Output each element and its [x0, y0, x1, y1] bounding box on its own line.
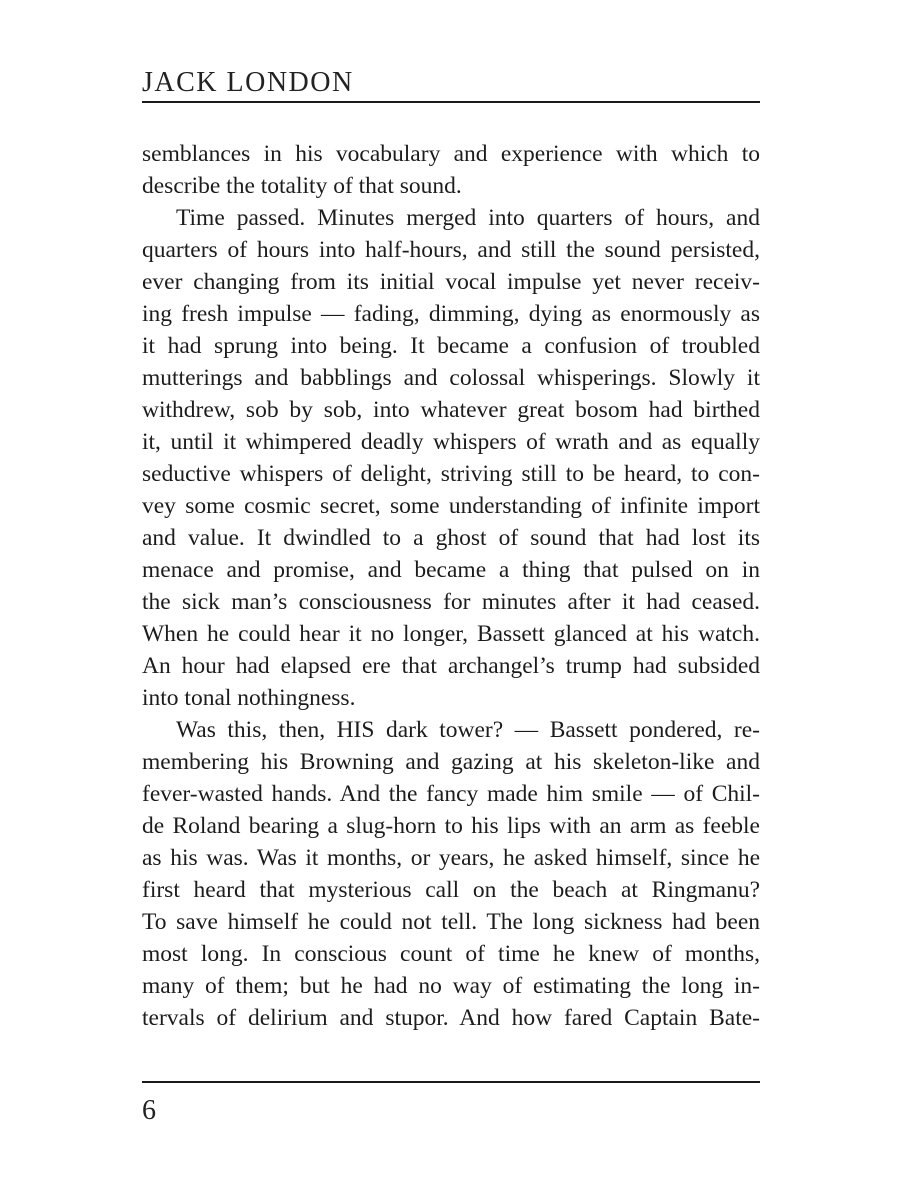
text-line: quarters of hours into half-hours, and still the sound persisted,: [142, 237, 760, 263]
text-line: seductive whispers of delight, striving still to be heard, to con-: [142, 461, 760, 487]
text-line: into tonal nothingness.: [142, 685, 356, 711]
text-line: Time passed. Minutes merged into quarters of hours, and: [176, 205, 760, 231]
text-line: To save himself he could not tell. The long sickness had been: [142, 909, 760, 935]
text-line: vey some cosmic secret, some understanding of infinite import: [142, 493, 760, 519]
page-number: 6: [142, 1095, 156, 1126]
text-line: fever-wasted hands. And the fancy made him smile — of Chil-: [142, 781, 760, 807]
text-line: Was this, then, HIS dark tower? — Bassett pondered, re-: [176, 717, 760, 743]
text-line: it, until it whimpered deadly whispers of wrath and as equally: [142, 429, 760, 455]
running-head: JACK LONDON: [142, 67, 354, 98]
text-line: first heard that mysterious call on the beach at Ringmanu?: [142, 877, 760, 903]
text-line: it had sprung into being. It became a confusion of troubled: [142, 333, 760, 359]
footer-rule: [142, 1081, 760, 1083]
text-line: describe the totality of that sound.: [142, 173, 462, 199]
text-line: When he could hear it no longer, Bassett glanced at his watch.: [142, 621, 760, 647]
text-line: membering his Browning and gazing at his skeleton-like and: [142, 749, 760, 775]
text-line: de Roland bearing a slug-horn to his lips with an arm as feeble: [142, 813, 760, 839]
text-line: ing fresh impulse — fading, dimming, dying as enormously as: [142, 301, 760, 327]
text-line: most long. In conscious count of time he knew of months,: [142, 941, 760, 967]
text-line: withdrew, sob by sob, into whatever great bosom had birthed: [142, 397, 760, 423]
header-rule: [142, 101, 760, 103]
text-line: many of them; but he had no way of estimating the long in-: [142, 973, 760, 999]
page-body: [142, 138, 760, 1034]
text-line: mutterings and babblings and colossal whisperings. Slowly it: [142, 365, 760, 391]
text-line: ever changing from its initial vocal impulse yet never receiv-: [142, 269, 760, 295]
text-line: tervals of delirium and stupor. And how fared Captain Bate-: [142, 1005, 760, 1031]
text-line: as his was. Was it months, or years, he asked himself, since he: [142, 845, 760, 871]
text-line: An hour had elapsed ere that archangel’s trump had subsided: [142, 653, 760, 679]
text-line: menace and promise, and became a thing that pulsed on in: [142, 557, 760, 583]
text-line: the sick man’s consciousness for minutes after it had ceased.: [142, 589, 760, 615]
text-line: semblances in his vocabulary and experience with which to: [142, 141, 760, 167]
text-line: and value. It dwindled to a ghost of sound that had lost its: [142, 525, 760, 551]
